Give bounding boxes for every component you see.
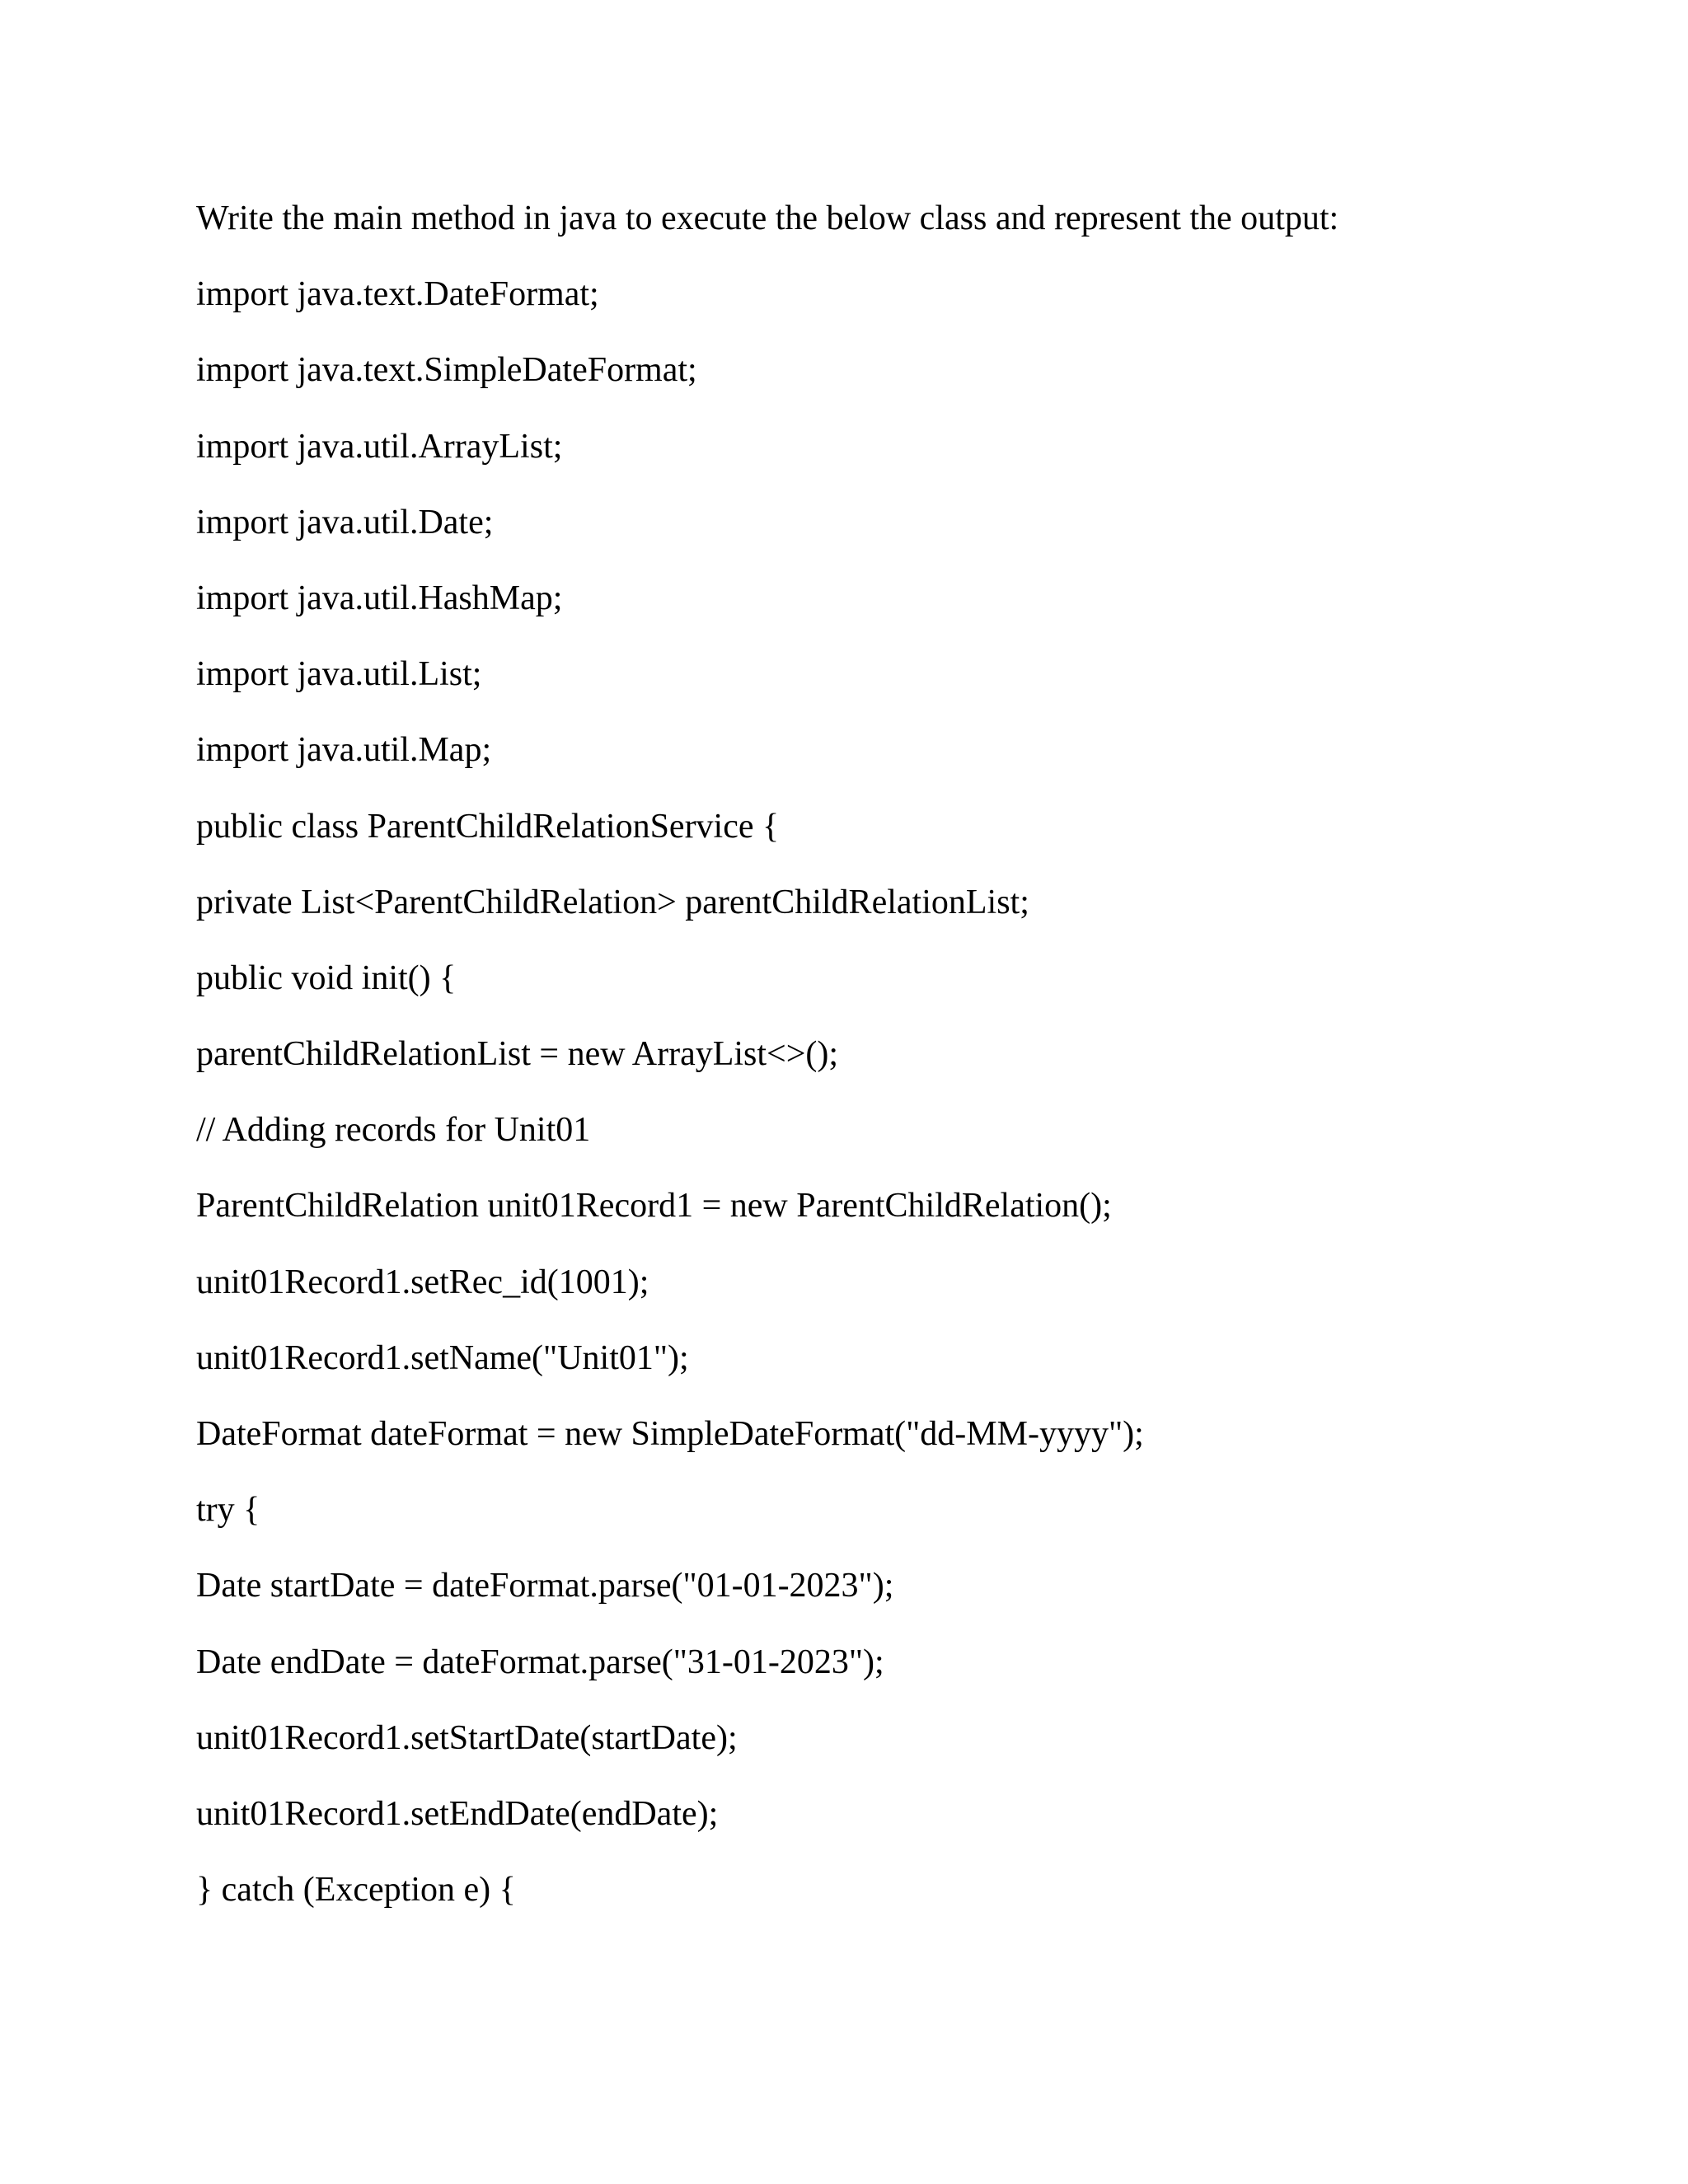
code-line: Date endDate = dateFormat.parse("31-01-2023");	[196, 1643, 884, 1681]
code-line: DateFormat dateFormat = new SimpleDateFormat("dd-MM-yyyy");	[196, 1415, 1144, 1453]
code-line: Date startDate = dateFormat.parse("01-01-2023");	[196, 1567, 894, 1605]
code-line: import java.util.HashMap;	[196, 579, 563, 617]
code-line: import java.text.DateFormat;	[196, 275, 599, 314]
code-line: unit01Record1.setRec_id(1001);	[196, 1263, 649, 1301]
document-text	[196, 192, 1597, 1939]
code-line: try {	[196, 1491, 260, 1530]
code-line: public class ParentChildRelationService {	[196, 807, 780, 846]
code-line: unit01Record1.setStartDate(startDate);	[196, 1718, 738, 1757]
code-line: parentChildRelationList = new ArrayList<>();	[196, 1035, 839, 1074]
code-line: import java.util.Date;	[196, 503, 494, 541]
code-line: import java.util.ArrayList;	[196, 427, 563, 466]
code-line: unit01Record1.setName("Unit01");	[196, 1338, 689, 1377]
code-line: import java.util.Map;	[196, 731, 492, 770]
code-line: import java.text.SimpleDateFormat;	[196, 351, 697, 390]
code-line: unit01Record1.setEndDate(endDate);	[196, 1794, 719, 1833]
code-line: } catch (Exception e) {	[196, 1871, 516, 1910]
code-line: // Adding records for Unit01	[196, 1111, 591, 1150]
code-line: private List<ParentChildRelation> parentChildRelationList;	[196, 883, 1029, 921]
question-prompt: Write the main method in java to execute the below class and represent the output:	[196, 199, 1339, 237]
code-line: import java.util.List;	[196, 655, 482, 694]
code-line: ParentChildRelation unit01Record1 = new ParentChildRelation();	[196, 1187, 1112, 1226]
code-line: public void init() {	[196, 958, 457, 997]
